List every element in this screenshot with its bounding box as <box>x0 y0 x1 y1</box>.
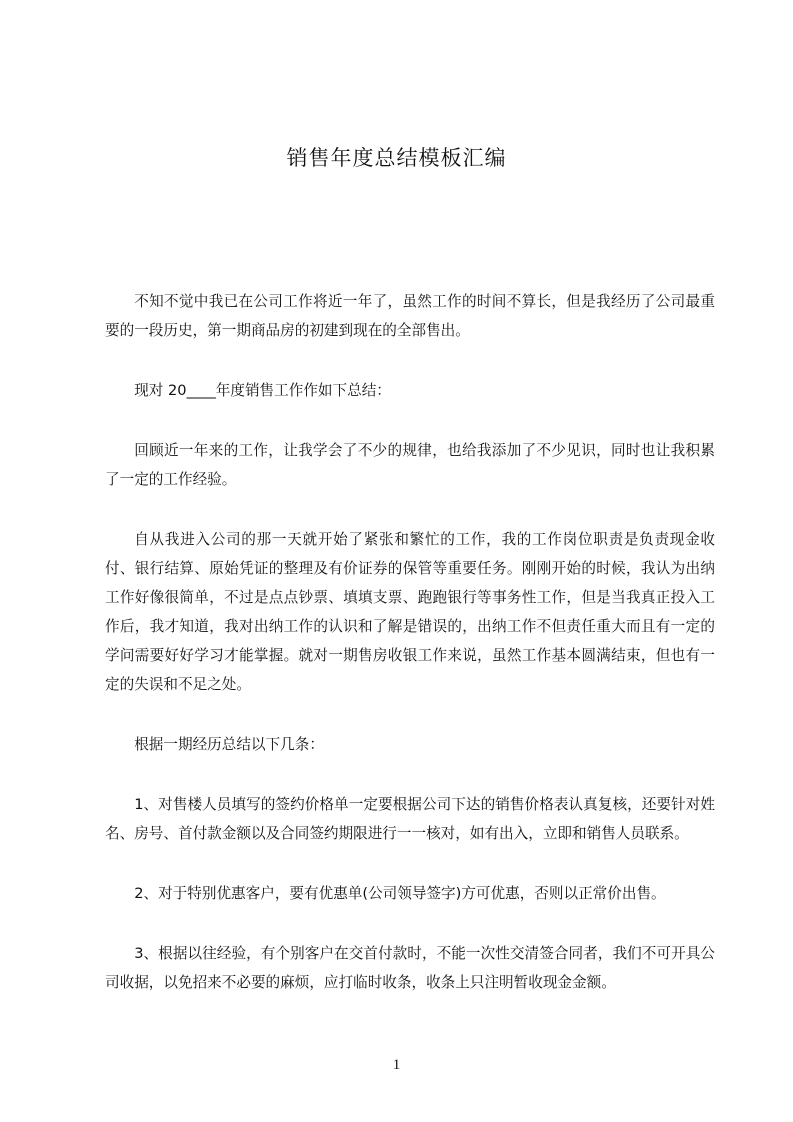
document-body <box>105 287 715 997</box>
paragraph-summary-heading: 现对 20____年度销售工作作如下总结： <box>134 382 391 399</box>
paragraph-point-3: 3、根据以往经验，有个别客户在交首付款时，不能一次性交清签合同者，我们不可开具公司收据，以免招来不必要的麻烦，应打临时收条，收条上只注明暂收现金金额。 <box>105 945 715 991</box>
paragraph-points-heading: 根据一期经历总结以下几条： <box>134 736 324 753</box>
paragraph-intro: 不知不觉中我已在公司工作将近一年了，虽然工作的时间不算长，但是我经历了公司最重要的一段历史，第一期商品房的初建到现在的全部售出。 <box>105 293 715 339</box>
paragraph-work-duties: 自从我进入公司的那一天就开始了紧张和繁忙的工作，我的工作岗位职责是负责现金收付、银行结算、原始凭证的整理及有价证券的保管等重要任务。刚刚开始的时候，我认为出纳工作好像很简单，不过是点点钞票、填填支票、跑跑银行等事务性工作，但是当我真正投入工作后，我才知道，我对出纳工作的认识和了解是错误的，出纳工作不但责任重大而且有一定的学问需要好好学习才能掌握。就对一期售房收银工作来说，虽然工作基本圆满结束，但也有一定的失误和不足之处。 <box>105 531 715 693</box>
page-title: 销售年度总结模板汇编 <box>286 146 507 170</box>
paragraph-point-2: 2、对于特别优惠客户，要有优惠单(公司领导签字)方可优惠，否则以正常价出售。 <box>134 885 666 902</box>
page-number: 1 <box>392 1057 401 1073</box>
paragraph-point-1: 1、对售楼人员填写的签约价格单一定要根据公司下达的销售价格表认真复核，还要针对姓名、房号、首付款金额以及合同签约期限进行一一核对，如有出入，立即和销售人员联系。 <box>105 796 715 842</box>
paragraph-review: 回顾近一年来的工作，让我学会了不少的规律，也给我添加了不少见识，同时也让我积累了一定的工作经验。 <box>105 442 715 488</box>
